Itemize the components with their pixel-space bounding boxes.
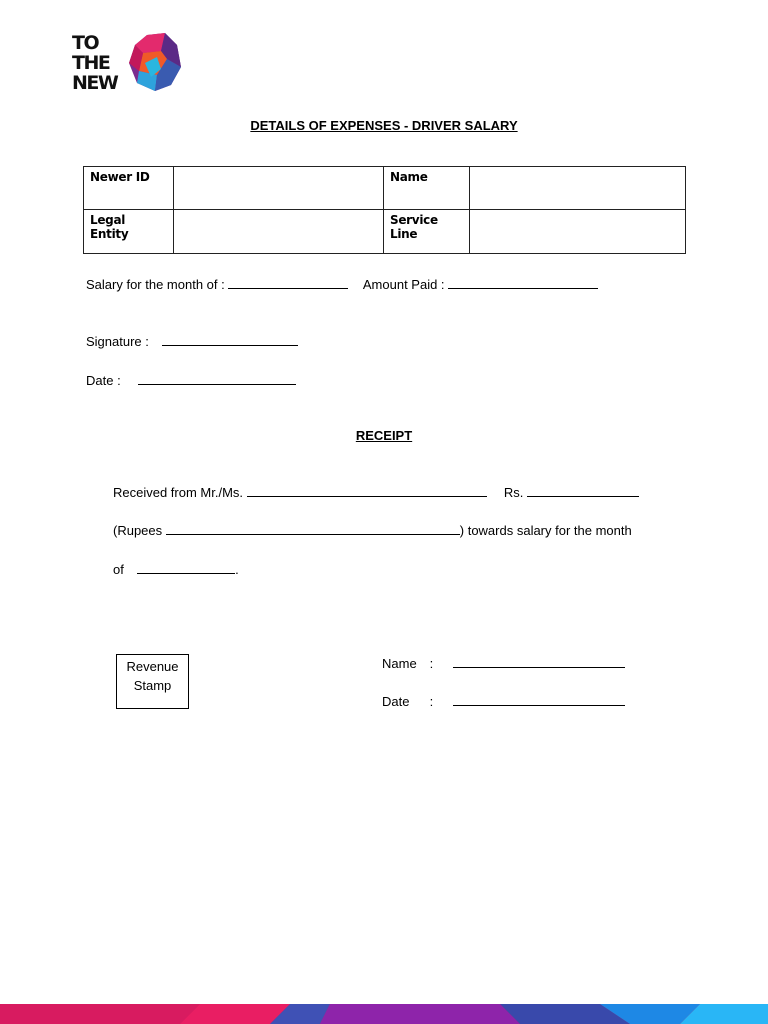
receipt-title: RECEIPT [355, 428, 413, 443]
of-row [113, 560, 239, 577]
logo-line-1: TO [72, 32, 99, 54]
signature-blank[interactable] [162, 332, 298, 346]
salary-month-blank[interactable] [228, 275, 348, 289]
signature-row [86, 332, 298, 349]
name-label: Name [384, 167, 470, 210]
month-blank[interactable] [137, 560, 235, 574]
of-end: . [235, 562, 239, 577]
rupees-open-label: (Rupees [113, 523, 163, 538]
receipt-name-label: Name [382, 656, 417, 671]
service-line-label: Service Line [384, 210, 470, 254]
revenue-stamp-line-2: Stamp [133, 678, 172, 693]
employee-info-table [83, 166, 686, 254]
signature-label: Signature : [86, 334, 149, 349]
amount-paid-blank[interactable] [448, 275, 598, 289]
received-from-blank[interactable] [247, 483, 487, 497]
legal-entity-label: Legal Entity [84, 210, 174, 254]
receipt-date-row [382, 692, 625, 709]
receipt-date-colon: : [429, 694, 434, 709]
received-from-row [113, 483, 639, 500]
footer-color-band [0, 1004, 768, 1024]
date-blank[interactable] [138, 371, 296, 385]
logo-line-2: THE [72, 52, 110, 74]
logo-line-3: NEW [72, 72, 118, 94]
newer-id-field[interactable] [174, 167, 384, 210]
service-line-field[interactable] [470, 210, 686, 254]
company-logo-text [72, 33, 117, 93]
rs-label: Rs. [503, 485, 524, 500]
name-field[interactable] [470, 167, 686, 210]
receipt-name-row [382, 654, 625, 671]
amount-paid-label: Amount Paid : [362, 277, 445, 292]
logo-gem-icon [127, 33, 181, 91]
rupees-close-label: ) towards salary for the month [459, 523, 632, 538]
of-label: of [113, 562, 124, 577]
receipt-name-colon: : [429, 656, 434, 671]
revenue-stamp-box [116, 654, 189, 709]
receipt-date-label: Date [382, 694, 410, 709]
date-row [86, 371, 296, 388]
receipt-name-blank[interactable] [453, 654, 625, 668]
salary-row [86, 275, 598, 292]
salary-month-label: Salary for the month of : [86, 277, 225, 292]
received-from-label: Received from Mr./Ms. [113, 485, 244, 500]
revenue-stamp-line-1: Revenue [126, 659, 179, 674]
receipt-date-blank[interactable] [453, 692, 625, 706]
rupees-blank[interactable] [166, 521, 460, 535]
rupees-row [113, 521, 632, 538]
newer-id-label: Newer ID [84, 167, 174, 210]
rs-blank[interactable] [527, 483, 639, 497]
date-label: Date : [86, 373, 121, 388]
document-title: DETAILS OF EXPENSES - DRIVER SALARY [250, 118, 518, 133]
legal-entity-field[interactable] [174, 210, 384, 254]
